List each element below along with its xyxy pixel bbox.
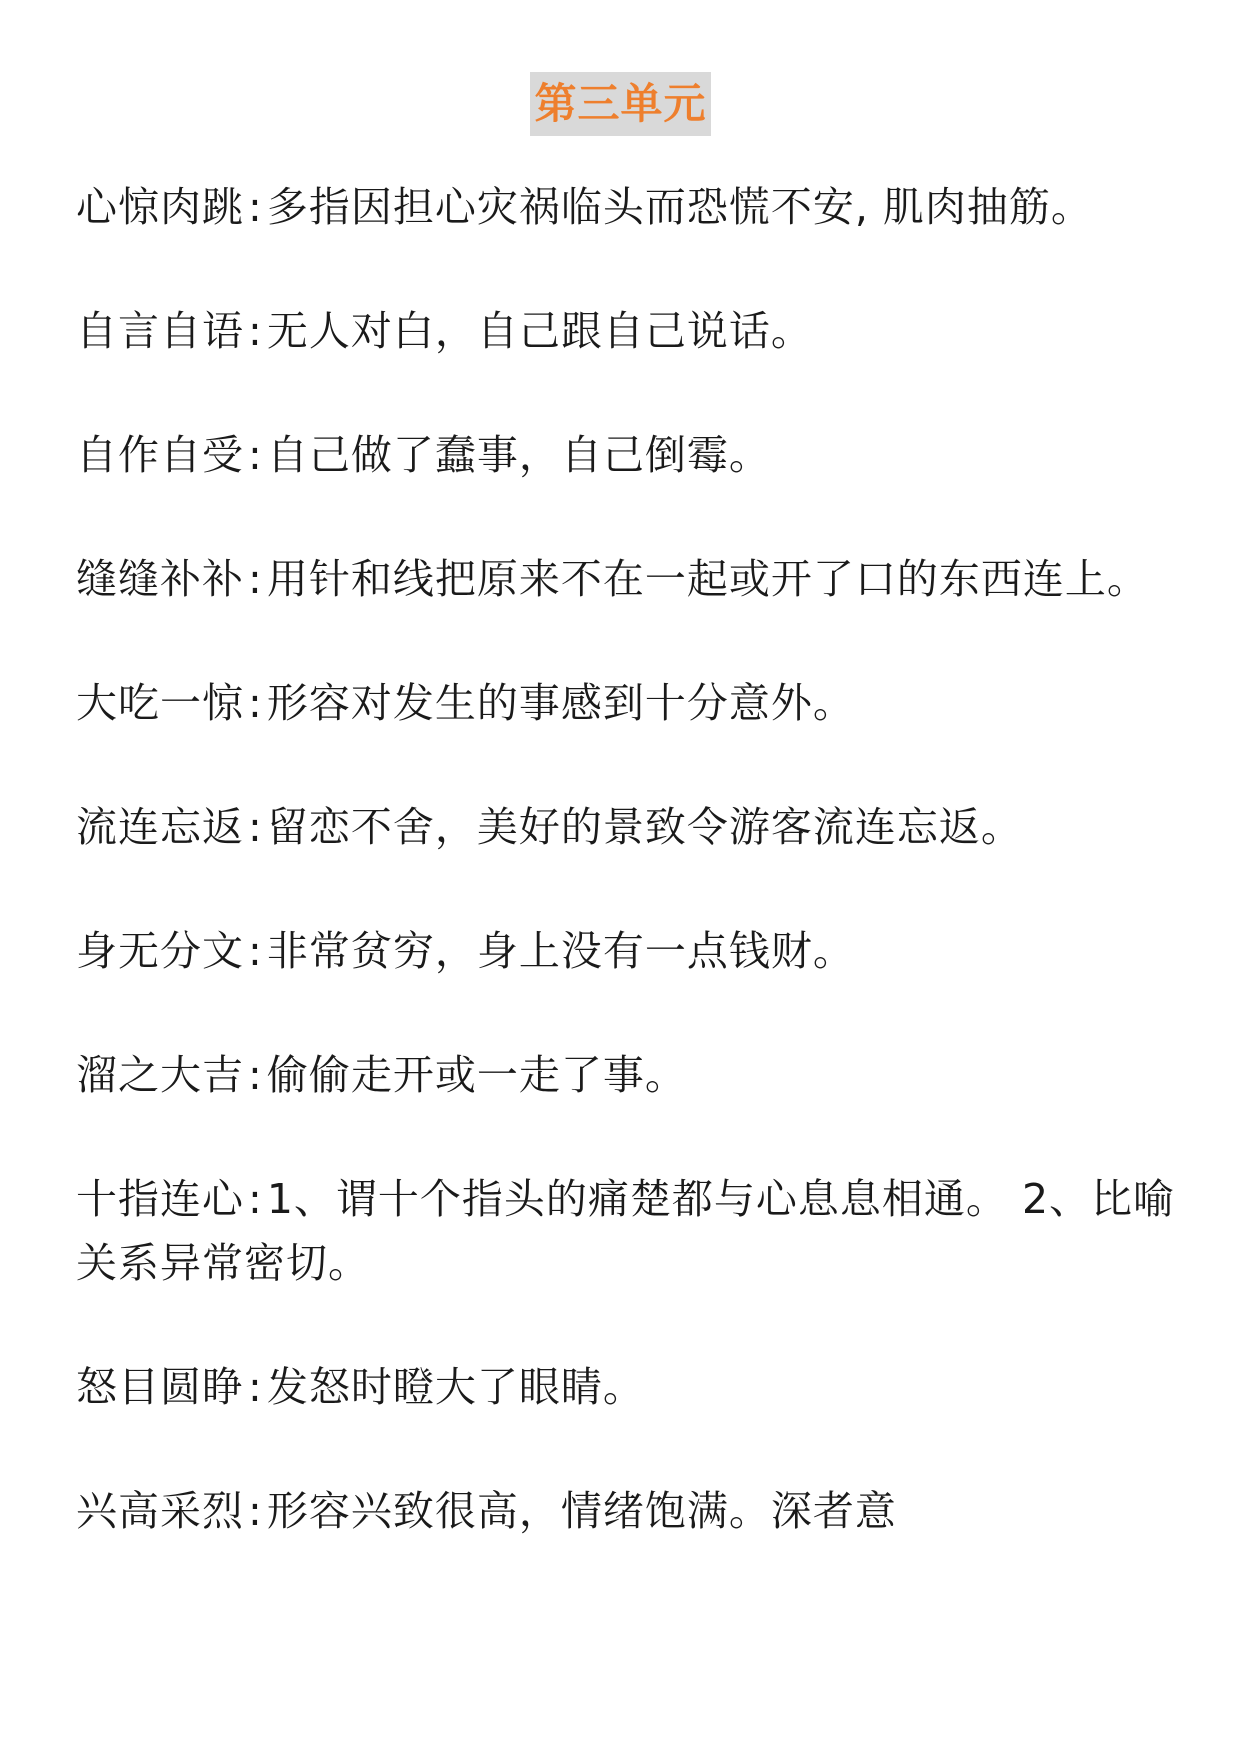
title-wrap xyxy=(0,72,1241,136)
idiom-definition: 偷偷走开或一走了事。 xyxy=(266,1051,687,1099)
idiom-definition: 用针和线把原来不在一起或开了口的东西连上。 xyxy=(266,555,1149,603)
idiom-term: 大吃一惊 xyxy=(76,679,244,727)
idiom-term: 自言自语 xyxy=(76,307,244,355)
idiom-term: 怒目圆睁 xyxy=(76,1363,244,1411)
idiom-entry xyxy=(76,1167,1186,1295)
idiom-entry xyxy=(76,795,1186,859)
idiom-separator: : xyxy=(248,1051,263,1099)
idiom-definition: 多指因担心灾祸临头而恐慌不安, 肌肉抽筋。 xyxy=(266,183,1093,231)
idiom-term: 身无分文 xyxy=(76,927,244,975)
idiom-definition: 留恋不舍，美好的景致令游客流连忘返。 xyxy=(266,803,1023,851)
idiom-separator: : xyxy=(248,1487,263,1535)
idiom-entry xyxy=(76,299,1186,363)
idiom-separator: : xyxy=(248,803,263,851)
idiom-term: 溜之大吉 xyxy=(76,1051,244,1099)
idiom-separator: : xyxy=(248,183,263,231)
idiom-entry xyxy=(76,1479,1186,1543)
idiom-definition: 形容兴致很高，情绪饱满。深者意 xyxy=(266,1487,897,1535)
idiom-separator: : xyxy=(248,431,263,479)
idiom-entry xyxy=(76,919,1186,983)
idiom-entry xyxy=(76,1043,1186,1107)
idiom-definition: 非常贫穷，身上没有一点钱财。 xyxy=(266,927,855,975)
idiom-term: 自作自受 xyxy=(76,431,244,479)
idiom-separator: : xyxy=(248,1175,263,1223)
idiom-definition: 自己做了蠢事，自己倒霉。 xyxy=(266,431,771,479)
idiom-definition: 无人对白，自己跟自己说话。 xyxy=(266,307,813,355)
idiom-separator: : xyxy=(248,927,263,975)
idiom-separator: : xyxy=(248,555,263,603)
idiom-entry xyxy=(76,547,1186,611)
idiom-entry xyxy=(76,671,1186,735)
idiom-list xyxy=(76,175,1186,1603)
idiom-separator: : xyxy=(248,679,263,727)
idiom-entry xyxy=(76,423,1186,487)
idiom-entry xyxy=(76,175,1186,239)
idiom-entry xyxy=(76,1355,1186,1419)
idiom-term: 十指连心 xyxy=(76,1175,244,1223)
page-title: 第三单元 xyxy=(530,72,710,136)
idiom-term: 缝缝补补 xyxy=(76,555,244,603)
idiom-term: 流连忘返 xyxy=(76,803,244,851)
idiom-separator: : xyxy=(248,1363,263,1411)
idiom-definition: 发怒时瞪大了眼睛。 xyxy=(266,1363,645,1411)
idiom-term: 心惊肉跳 xyxy=(76,183,244,231)
idiom-definition: 1、谓十个指头的痛楚都与心息息相通。 2、比喻关系异常密切。 xyxy=(76,1175,1176,1287)
idiom-separator: : xyxy=(248,307,263,355)
idiom-term: 兴高采烈 xyxy=(76,1487,244,1535)
idiom-definition: 形容对发生的事感到十分意外。 xyxy=(266,679,855,727)
